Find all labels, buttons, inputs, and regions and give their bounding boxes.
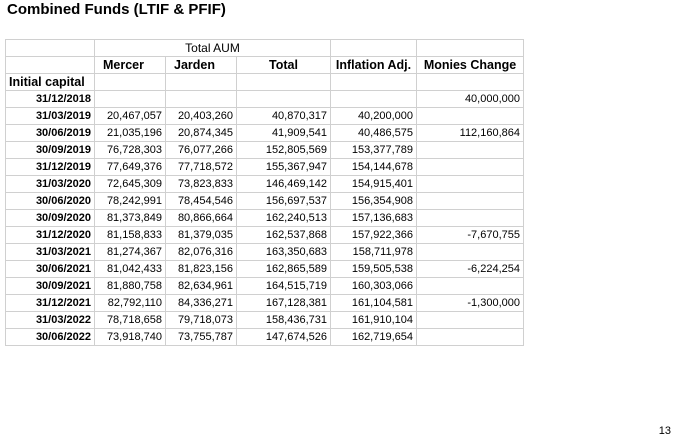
table-group-header-row <box>6 40 524 57</box>
date-cell: 31/12/2020 <box>6 227 95 244</box>
mercer-value: 76,728,303 <box>95 142 166 159</box>
table-row <box>6 244 524 261</box>
inflation-adj-value <box>331 91 417 108</box>
empty-cell <box>417 74 524 91</box>
total-value: 41,909,541 <box>237 125 331 142</box>
date-cell: 30/06/2021 <box>6 261 95 278</box>
mercer-value: 78,718,658 <box>95 312 166 329</box>
monies-change-value <box>417 210 524 227</box>
total-aum-header: Total AUM <box>95 40 331 57</box>
date-cell: 31/12/2018 <box>6 91 95 108</box>
inflation-adj-value: 161,104,581 <box>331 295 417 312</box>
mercer-value: 72,645,309 <box>95 176 166 193</box>
total-value: 158,436,731 <box>237 312 331 329</box>
date-cell: 30/06/2019 <box>6 125 95 142</box>
date-cell: 31/03/2022 <box>6 312 95 329</box>
date-cell: 31/03/2019 <box>6 108 95 125</box>
date-cell: 30/09/2020 <box>6 210 95 227</box>
jarden-value: 81,379,035 <box>166 227 237 244</box>
column-header-jarden: Jarden <box>166 57 237 74</box>
date-cell: 30/09/2019 <box>6 142 95 159</box>
date-cell: 31/12/2019 <box>6 159 95 176</box>
total-value: 40,870,317 <box>237 108 331 125</box>
table-row <box>6 312 524 329</box>
total-value: 163,350,683 <box>237 244 331 261</box>
table-row <box>6 193 524 210</box>
jarden-value: 84,336,271 <box>166 295 237 312</box>
monies-change-value <box>417 244 524 261</box>
total-value: 164,515,719 <box>237 278 331 295</box>
total-value: 156,697,537 <box>237 193 331 210</box>
table-row <box>6 159 524 176</box>
total-value: 162,240,513 <box>237 210 331 227</box>
table-row <box>6 210 524 227</box>
empty-cell <box>95 74 166 91</box>
mercer-value: 20,467,057 <box>95 108 166 125</box>
monies-change-value: 112,160,864 <box>417 125 524 142</box>
date-cell: 31/03/2020 <box>6 176 95 193</box>
date-cell: 31/03/2021 <box>6 244 95 261</box>
inflation-adj-value: 157,922,366 <box>331 227 417 244</box>
mercer-value <box>95 91 166 108</box>
monies-change-value <box>417 108 524 125</box>
table-row <box>6 227 524 244</box>
total-value: 146,469,142 <box>237 176 331 193</box>
empty-cell <box>6 40 95 57</box>
mercer-value: 81,880,758 <box>95 278 166 295</box>
jarden-value <box>166 91 237 108</box>
table-row <box>6 91 524 108</box>
mercer-value: 73,918,740 <box>95 329 166 346</box>
inflation-adj-value: 162,719,654 <box>331 329 417 346</box>
column-header-mercer: Mercer <box>95 57 166 74</box>
total-value <box>237 91 331 108</box>
monies-change-value <box>417 312 524 329</box>
total-value: 162,537,868 <box>237 227 331 244</box>
mercer-value: 81,274,367 <box>95 244 166 261</box>
initial-capital-row <box>6 74 524 91</box>
empty-cell <box>331 40 417 57</box>
date-cell: 30/06/2022 <box>6 329 95 346</box>
monies-change-value: -6,224,254 <box>417 261 524 278</box>
jarden-value: 76,077,266 <box>166 142 237 159</box>
monies-change-value: 40,000,000 <box>417 91 524 108</box>
jarden-value: 77,718,572 <box>166 159 237 176</box>
monies-change-value <box>417 329 524 346</box>
monies-change-value: -1,300,000 <box>417 295 524 312</box>
jarden-value: 82,076,316 <box>166 244 237 261</box>
jarden-value: 73,823,833 <box>166 176 237 193</box>
row-label-initial-capital: Initial capital <box>6 74 95 91</box>
table-row <box>6 278 524 295</box>
column-header-total: Total <box>237 57 331 74</box>
monies-change-value <box>417 142 524 159</box>
inflation-adj-value: 158,711,978 <box>331 244 417 261</box>
jarden-value: 79,718,073 <box>166 312 237 329</box>
jarden-value: 80,866,664 <box>166 210 237 227</box>
page-title: Combined Funds (LTIF & PFIF) <box>7 1 226 18</box>
monies-change-value: -7,670,755 <box>417 227 524 244</box>
inflation-adj-value: 40,486,575 <box>331 125 417 142</box>
table-row <box>6 295 524 312</box>
empty-cell <box>6 57 95 74</box>
inflation-adj-value: 156,354,908 <box>331 193 417 210</box>
inflation-adj-value: 157,136,683 <box>331 210 417 227</box>
total-value: 162,865,589 <box>237 261 331 278</box>
total-value: 152,805,569 <box>237 142 331 159</box>
total-value: 147,674,526 <box>237 329 331 346</box>
jarden-value: 81,823,156 <box>166 261 237 278</box>
mercer-value: 77,649,376 <box>95 159 166 176</box>
total-value: 155,367,947 <box>237 159 331 176</box>
inflation-adj-value: 160,303,066 <box>331 278 417 295</box>
inflation-adj-value: 159,505,538 <box>331 261 417 278</box>
column-header-inflation-adj: Inflation Adj. <box>331 57 417 74</box>
jarden-value: 82,634,961 <box>166 278 237 295</box>
jarden-value: 20,403,260 <box>166 108 237 125</box>
inflation-adj-value: 154,144,678 <box>331 159 417 176</box>
monies-change-value <box>417 176 524 193</box>
monies-change-value <box>417 159 524 176</box>
date-cell: 30/06/2020 <box>6 193 95 210</box>
table-row <box>6 261 524 278</box>
funds-table <box>5 39 524 346</box>
mercer-value: 21,035,196 <box>95 125 166 142</box>
monies-change-value <box>417 278 524 295</box>
inflation-adj-value: 161,910,104 <box>331 312 417 329</box>
page-number: 13 <box>658 425 671 437</box>
mercer-value: 81,373,849 <box>95 210 166 227</box>
column-header-monies-change: Monies Change <box>417 57 524 74</box>
empty-cell <box>166 74 237 91</box>
monies-change-value <box>417 193 524 210</box>
mercer-value: 81,158,833 <box>95 227 166 244</box>
empty-cell <box>237 74 331 91</box>
table-column-header-row <box>6 57 524 74</box>
jarden-value: 73,755,787 <box>166 329 237 346</box>
empty-cell <box>331 74 417 91</box>
mercer-value: 82,792,110 <box>95 295 166 312</box>
jarden-value: 78,454,546 <box>166 193 237 210</box>
table-row <box>6 142 524 159</box>
table-row <box>6 176 524 193</box>
table-row <box>6 329 524 346</box>
table-row <box>6 125 524 142</box>
date-cell: 30/09/2021 <box>6 278 95 295</box>
mercer-value: 78,242,991 <box>95 193 166 210</box>
inflation-adj-value: 153,377,789 <box>331 142 417 159</box>
total-value: 167,128,381 <box>237 295 331 312</box>
mercer-value: 81,042,433 <box>95 261 166 278</box>
inflation-adj-value: 154,915,401 <box>331 176 417 193</box>
table-row <box>6 108 524 125</box>
inflation-adj-value: 40,200,000 <box>331 108 417 125</box>
empty-cell <box>417 40 524 57</box>
jarden-value: 20,874,345 <box>166 125 237 142</box>
date-cell: 31/12/2021 <box>6 295 95 312</box>
